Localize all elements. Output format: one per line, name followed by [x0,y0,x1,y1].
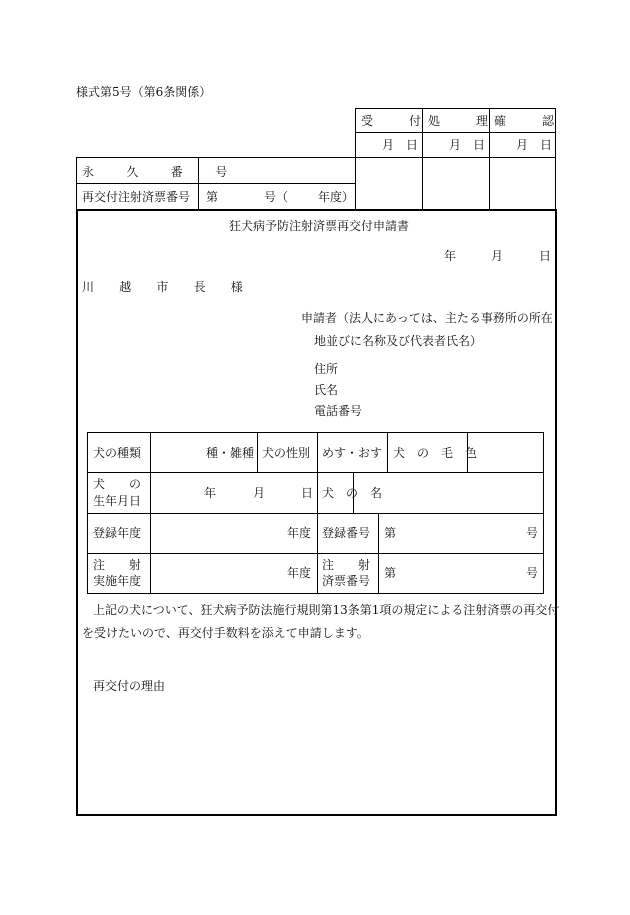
breed-field[interactable]: 種・雑種 [206,446,255,460]
receipt-label: 受 付 [361,114,422,128]
sex-label: 犬の性別 [262,446,311,460]
breed-label: 犬の種類 [93,446,142,460]
applicant-intro-line2: 地並びに名称及び代表者氏名） [314,334,483,348]
statement-line2: を受けたいので、再交付手数料を添えて申請します。 [82,626,369,640]
reissue-year-suffix: 年度） [318,190,355,204]
birth-year: 年 [204,486,217,500]
applicant-intro-line1: 申請者（法人にあっては、主たる事務所の所在 [301,311,553,325]
registration-number-label: 登録番号 [322,526,371,540]
confirmation-label: 確 認 [494,114,555,128]
addressee: 川 越 市 長 様 [82,280,250,294]
date-day: 日 [539,249,552,263]
birth-day: 日 [301,486,314,500]
registration-number-suffix: 号 [526,526,539,540]
form-title: 狂犬病予防注射済票再交付申請書 [229,219,410,233]
confirmation-day: 日 [540,138,553,152]
injection-year-unit: 年度 [287,566,312,580]
processing-day: 日 [473,138,486,152]
injection-number-suffix: 号 [526,566,539,580]
receipt-month: 月 [382,138,395,152]
reissue-number-suffix: 号（ [264,190,289,204]
form-number: 様式第5号（第6条関係） [76,85,212,99]
registration-year-unit: 年度 [287,526,312,540]
dog-name-label: 犬 の 名 [322,486,383,500]
reissue-reason-label: 再交付の理由 [93,679,166,693]
receipt-day: 日 [406,138,419,152]
registration-year-label: 登録年度 [93,526,142,540]
registration-number-prefix: 第 [384,526,397,540]
injection-number-prefix: 第 [384,566,397,580]
statement-line1: 上記の犬について、狂犬病予防法施行規則第13条第1項の規定による注射済票の再交付 [93,603,560,617]
permanent-number-label: 永 久 番 号 [82,165,238,179]
coat-color-label: 犬 の 毛 色 [393,446,478,460]
birth-month: 月 [253,486,266,500]
injection-year-label-line2: 実施年度 [93,574,142,588]
sex-field[interactable]: めす・おす [322,446,383,460]
date-year: 年 [444,249,457,263]
reissue-number-label: 再交付注射済票番号 [82,190,191,204]
applicant-address-label: 住所 [314,362,339,376]
birth-label-line1: 犬 の [93,477,142,491]
applicant-phone-label: 電話番号 [314,404,363,418]
confirmation-month: 月 [516,138,529,152]
injection-number-label-line1: 注 射 [322,558,371,572]
reissue-prefix: 第 [206,190,219,204]
reissue-reason-field[interactable] [93,700,543,805]
injection-year-label-line1: 注 射 [93,558,142,572]
birth-label-line2: 生年月日 [93,494,142,508]
date-month: 月 [491,249,504,263]
applicant-name-label: 氏名 [314,383,339,397]
processing-label: 処 理 [428,114,489,128]
injection-number-label-line2: 済票番号 [322,574,371,588]
processing-month: 月 [449,138,462,152]
